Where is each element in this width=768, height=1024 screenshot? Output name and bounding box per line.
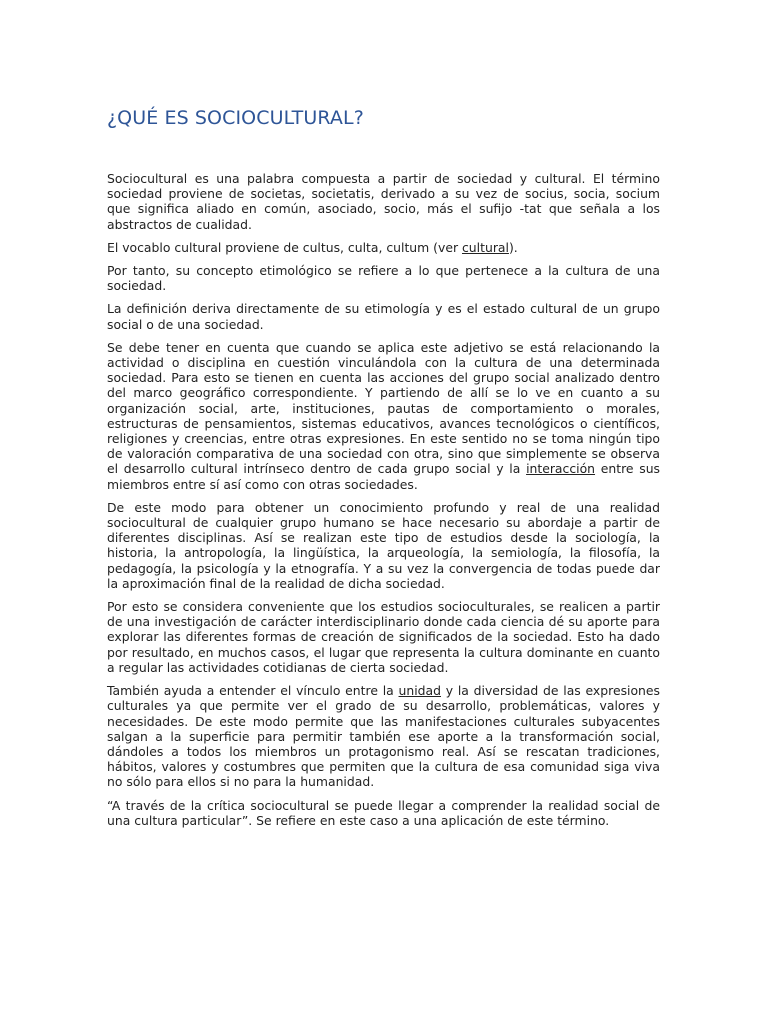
paragraph-9: “A través de la crítica sociocultural se puede llegar a comprender la realidad social de una cultura particular”. Se refiere en este caso a una aplicación de este término. xyxy=(107,797,660,828)
paragraph-6: De este modo para obtener un conocimiento profundo y real de una realidad sociocultural de cualquier grupo humano se hace necesario su abordaje a partir de diferentes disciplinas. Así se realizan este tipo de estudios desde la sociología, la historia, la antropología, la lingüística, la arqueología, la semiología, la filosofía, la pedagogía, la psicología y la etnografía. Y a su vez la convergencia de todas puede dar la aproximación final de la realidad de dicha sociedad. xyxy=(107,499,660,591)
link-unidad[interactable]: unidad xyxy=(398,683,441,699)
paragraph-5 xyxy=(107,340,660,492)
paragraph-3: Por tanto, su concepto etimológico se refiere a lo que pertenece a la cultura de una sociedad. xyxy=(107,263,660,294)
paragraph-2-text-after: ). xyxy=(508,239,518,255)
paragraph-8 xyxy=(107,683,660,789)
link-cultural[interactable]: cultural xyxy=(462,239,509,255)
paragraph-8-text-after: y la diversidad de las expresiones culturales ya que permite ver el grado de su desarrollo, problemáticas, valores y necesidades. De este modo permite que las manifestaciones culturales subyacentes salgan a la superficie para permitir también ese aporte a la transformación social, dándoles a todos los miembros un protagonismo real. Así se rescatan tradiciones, hábitos, valores y costumbres que permiten que la cultura de esa comunidad siga viva no sólo para ellos si no para la humanidad. xyxy=(107,683,660,790)
paragraph-4: La definición deriva directamente de su etimología y es el estado cultural de un grupo social o de una sociedad. xyxy=(107,301,660,332)
paragraph-7: Por esto se considera conveniente que los estudios socioculturales, se realicen a partir de una investigación de carácter interdisciplinario donde cada ciencia dé su aporte para explorar las diferentes formas de creación de significados de la sociedad. Esto ha dado por resultado, en muchos casos, el lugar que representa la cultura dominante en cuanto a regular las actividades cotidianas de cierta sociedad. xyxy=(107,599,660,675)
paragraph-8-text-before: También ayuda a entender el vínculo entre la xyxy=(107,683,399,699)
paragraph-2 xyxy=(107,240,660,255)
link-interaccion[interactable]: interacción xyxy=(526,461,596,477)
paragraph-1: Sociocultural es una palabra compuesta a partir de sociedad y cultural. El término sociedad proviene de societas, societatis, derivado a su vez de socius, socia, socium que significa aliado en común, asociado, socio, más el sufijo -tat que señala a los abstractos de cualidad. xyxy=(107,171,660,232)
page-title: ¿QUÉ ES SOCIOCULTURAL? xyxy=(107,107,364,129)
paragraph-5-text-before: Se debe tener en cuenta que cuando se aplica este adjetivo se está relacionando la actividad o disciplina en cuestión vinculándola con la cultura de una determinada sociedad. Para esto se tienen en cuenta las acciones del grupo social analizado dentro del marco geográfico correspondiente. Y partiendo de allí se lo ve en cuanto a su organización social, arte, instituciones, pautas de comportamiento o morales, estructuras de pensamientos, sistemas educativos, avances tecnológicos o científicos, religiones y creencias, entre otras expresiones. En este sentido no se toma ningún tipo de valoración comparativa de una sociedad con otra, sino que simplemente se observa el desarrollo cultural intrínseco dentro de cada grupo social y la xyxy=(107,339,660,477)
paragraph-5-text-after: entre sus miembros entre sí así como con otras sociedades. xyxy=(107,461,660,492)
paragraph-2-text-before: El vocablo cultural proviene de cultus, culta, cultum (ver xyxy=(107,239,462,255)
document-page xyxy=(107,104,660,836)
